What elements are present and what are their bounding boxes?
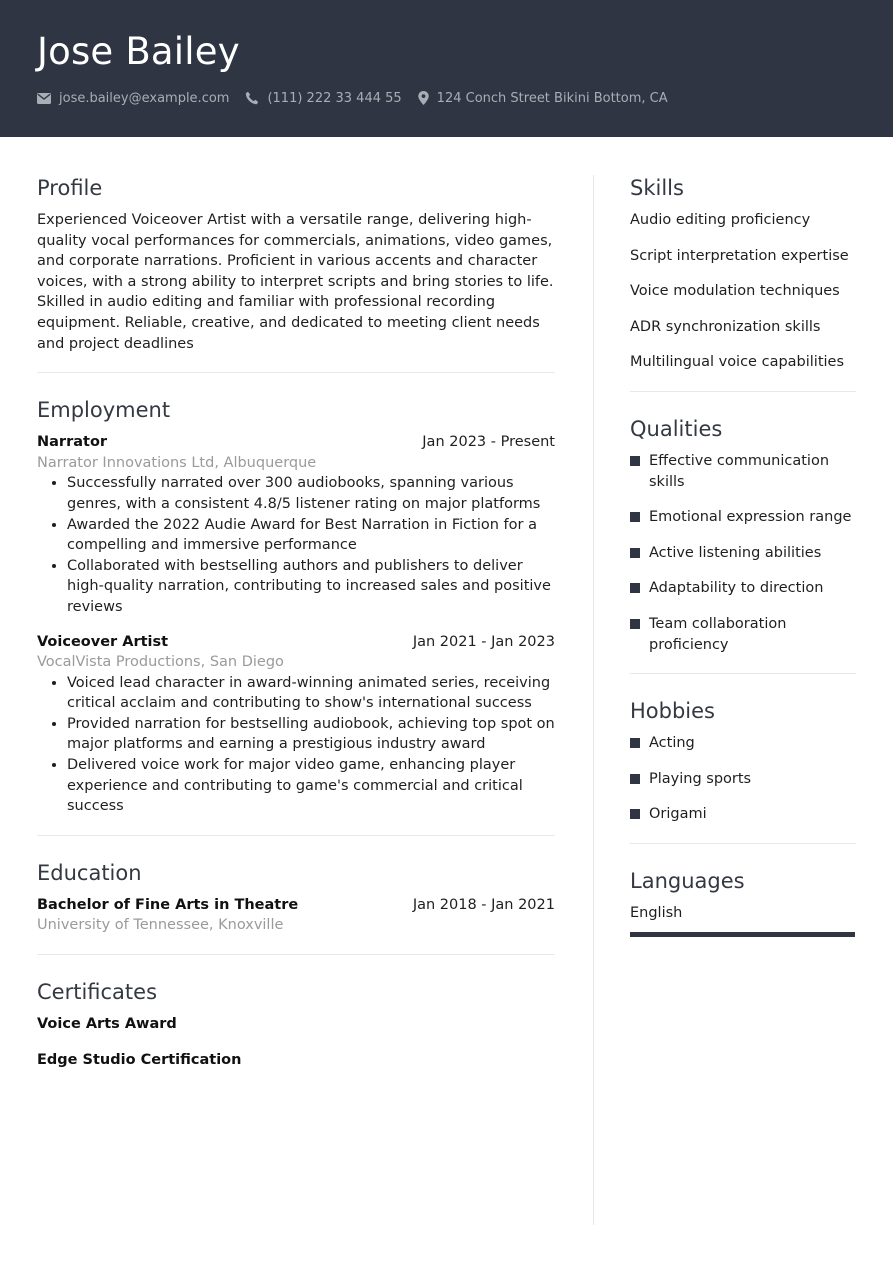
hobby-item [630, 733, 856, 754]
hobby-label: Origami [649, 806, 707, 823]
certificate-item: Edge Studio Certification [37, 1051, 242, 1068]
hobby-item [630, 804, 856, 825]
section-title-certificates: Certificates [37, 980, 158, 1005]
bullet-item: • Delivered voice work for major video game, enhancing player experience and contributing to game's commercial and critical success [67, 755, 555, 817]
job-bullets [37, 473, 555, 617]
square-bullet-icon [630, 512, 640, 522]
section-title-qualities: Qualities [630, 416, 723, 441]
quality-label: Team collaboration proficiency [649, 615, 787, 653]
quality-label: Active listening abilities [649, 544, 822, 561]
job-title: Narrator [37, 434, 108, 451]
school-name: University of Tennessee, Knoxville [37, 917, 284, 934]
job-date: Jan 2021 - Jan 2023 [412, 633, 555, 650]
skill-item: ADR synchronization skills [630, 318, 821, 335]
quality-item [630, 543, 856, 564]
bullet-item: • Successfully narrated over 300 audiobooks, spanning various genres, with a consistent 4.8/5 listener rating on major platforms [67, 473, 555, 514]
education-section [37, 856, 555, 936]
job-header [37, 432, 555, 453]
profile-summary: Experienced Voiceover Artist with a versatile range, delivering high-quality vocal performances for commercials, animations, video games, and corporate narrations. Proficient in various accents and character voices, with a strong ability to interpret scripts and bring stories to life. Skilled in audio editing and familiar with professional recording equipment. Reliable, creative, and dedicated to meeting client needs and project deadlines [37, 212, 554, 352]
bullet-item: • Collaborated with bestselling authors and publishers to deliver high-quality narration, contributing to increased sales and positive reviews [67, 556, 555, 618]
section-divider [630, 843, 856, 844]
job-entry [37, 432, 555, 617]
job-title: Voiceover Artist [37, 633, 169, 650]
qualities-section [630, 412, 856, 655]
location-pin-icon [418, 91, 429, 105]
quality-item [630, 614, 856, 655]
contact-bar [37, 89, 684, 107]
skills-section [630, 171, 856, 373]
section-title-hobbies: Hobbies [630, 699, 715, 724]
contact-address [418, 91, 668, 106]
bullet-item: • Awarded the 2022 Audie Award for Best Narration in Fiction for a compelling and immersive performance [67, 515, 555, 556]
employment-section [37, 393, 555, 817]
section-divider [37, 954, 555, 955]
hobby-label: Acting [649, 735, 695, 752]
education-header [37, 895, 555, 916]
quality-item [630, 578, 856, 599]
job-employer: VocalVista Productions, San Diego [37, 654, 284, 671]
certificate-item: Voice Arts Award [37, 1016, 177, 1033]
hobbies-section [630, 694, 856, 825]
section-title-education: Education [37, 860, 142, 885]
quality-item [630, 507, 856, 528]
hobby-label: Playing sports [649, 770, 752, 787]
quality-label: Effective communication skills [649, 452, 830, 490]
candidate-name: Jose Bailey [37, 30, 240, 73]
job-date: Jan 2023 - Present [422, 434, 555, 451]
sidebar-column [630, 171, 856, 937]
skill-item: Audio editing proficiency [630, 212, 811, 228]
square-bullet-icon [630, 809, 640, 819]
quality-label: Adaptability to direction [649, 580, 824, 597]
section-title-employment: Employment [37, 398, 171, 423]
section-divider [630, 391, 856, 392]
job-bullets [37, 673, 555, 817]
bullet-item: • Provided narration for bestselling audiobook, achieving top spot on major platforms and earning a prestigious industry award [67, 714, 555, 755]
degree-title: Bachelor of Fine Arts in Theatre [37, 896, 299, 913]
main-column [37, 171, 555, 1070]
address-text: 124 Conch Street Bikini Bottom, CA [436, 90, 668, 106]
education-date: Jan 2018 - Jan 2021 [412, 896, 555, 913]
language-level-fill [630, 932, 855, 937]
section-divider [37, 372, 555, 373]
section-divider [630, 673, 856, 674]
job-employer: Narrator Innovations Ltd, Albuquerque [37, 454, 317, 471]
contact-phone [245, 91, 401, 106]
languages-section [630, 864, 856, 937]
contact-email [37, 91, 229, 106]
square-bullet-icon [630, 583, 640, 593]
square-bullet-icon [630, 619, 640, 629]
bullet-item: • Voiced lead character in award-winning animated series, receiving critical acclaim and contributing to show's international success [67, 673, 555, 714]
language-name: English [630, 904, 683, 921]
skill-item: Multilingual voice capabilities [630, 354, 845, 371]
square-bullet-icon [630, 456, 640, 466]
profile-section [37, 171, 555, 354]
envelope-icon [37, 93, 51, 104]
square-bullet-icon [630, 738, 640, 748]
skill-item: Voice modulation techniques [630, 283, 840, 300]
hobby-item [630, 769, 856, 790]
quality-label: Emotional expression range [649, 509, 852, 526]
section-title-languages: Languages [630, 868, 745, 893]
skill-item: Script interpretation expertise [630, 247, 849, 264]
section-title-skills: Skills [630, 176, 684, 200]
certificates-section [37, 975, 555, 1070]
quality-item [630, 451, 856, 492]
section-divider [37, 835, 555, 836]
job-header [37, 632, 555, 653]
square-bullet-icon [630, 548, 640, 558]
phone-text: (111) 222 33 444 55 [267, 90, 402, 106]
section-title-profile: Profile [37, 176, 103, 200]
resume-header [0, 0, 893, 137]
email-text: jose.bailey@example.com [59, 90, 230, 106]
language-level-bar [630, 932, 855, 937]
column-divider [593, 175, 594, 1225]
phone-icon [245, 91, 259, 105]
job-entry [37, 632, 555, 817]
education-entry [37, 895, 555, 936]
square-bullet-icon [630, 774, 640, 784]
